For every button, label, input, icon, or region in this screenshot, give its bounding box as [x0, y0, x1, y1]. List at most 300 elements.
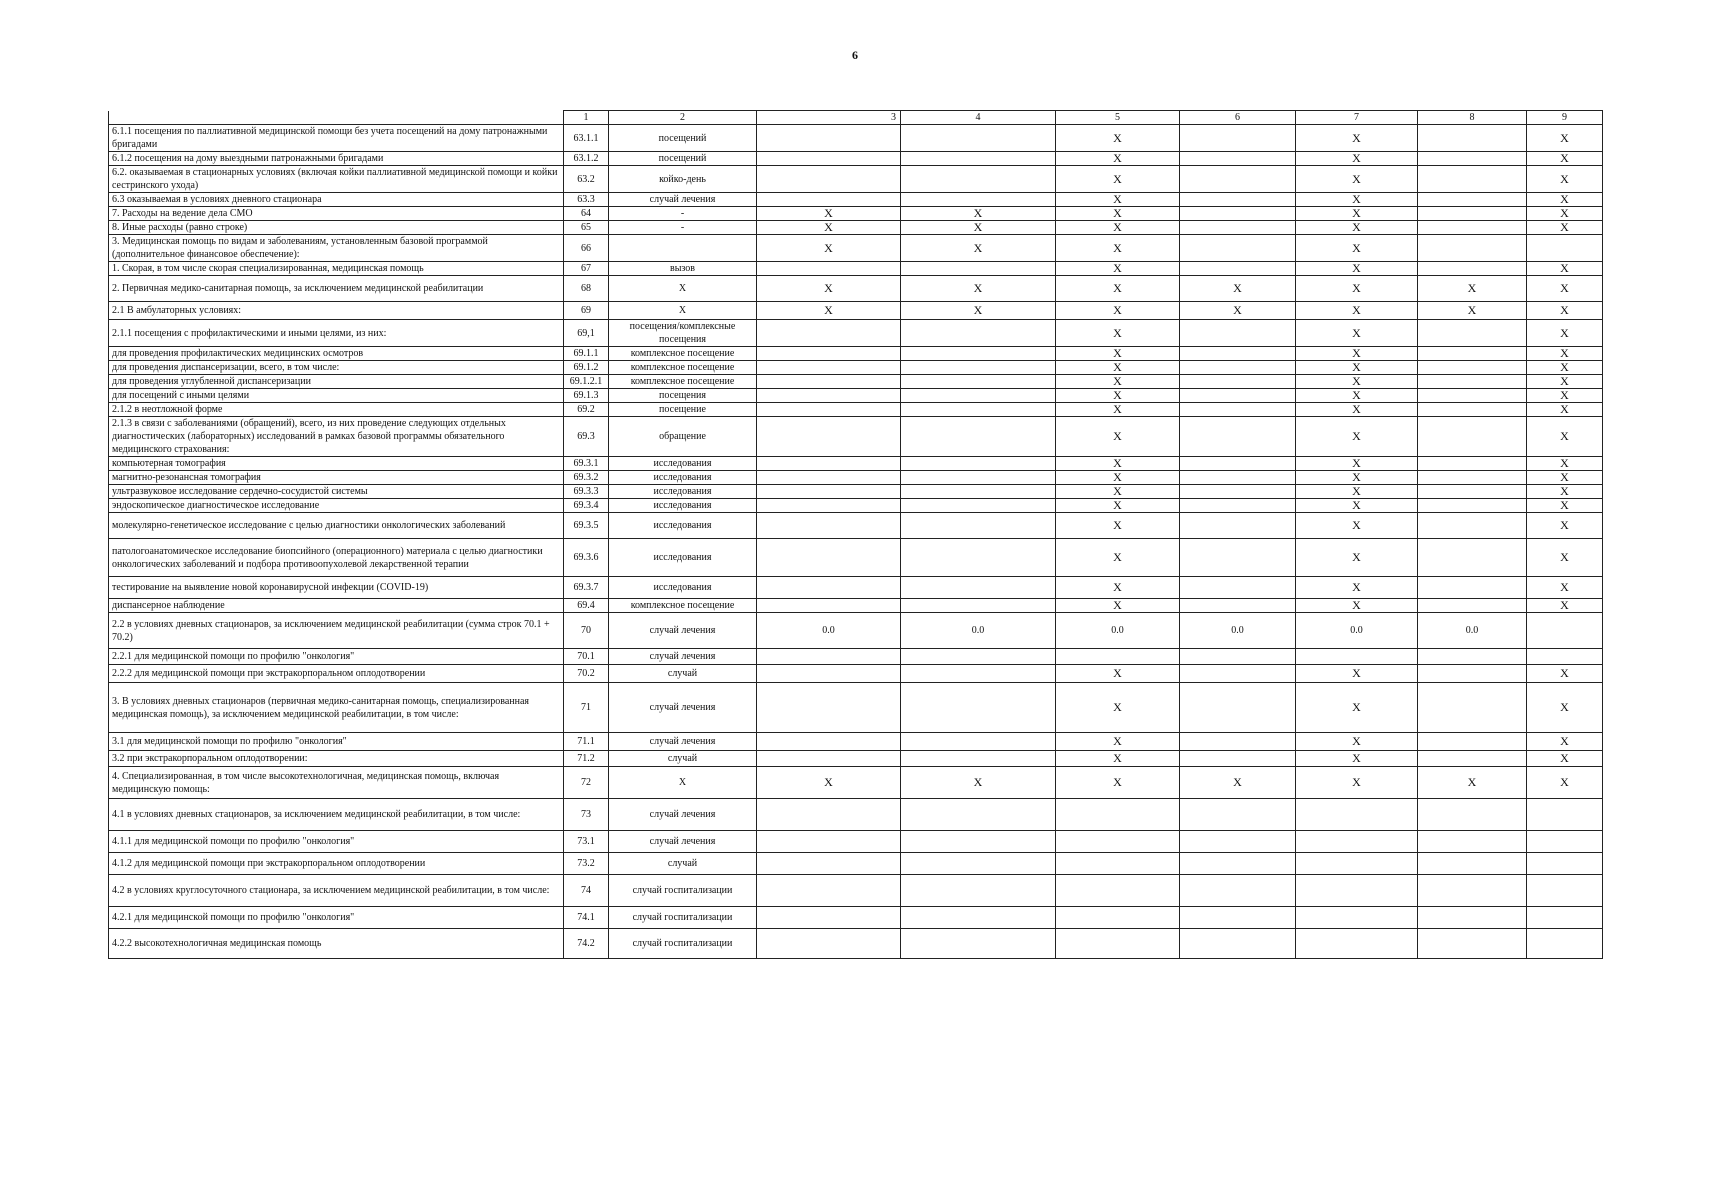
value-cell-col-7 — [1296, 853, 1418, 875]
row-label: магнитно-резонансная томография — [109, 471, 564, 485]
value-cell-col-3: X — [757, 767, 901, 799]
row-code: 69.2 — [564, 403, 609, 417]
value-cell-col-5: X — [1056, 599, 1180, 613]
value-cell-col-4: X — [901, 767, 1056, 799]
value-cell-col-7: 0.0 — [1296, 613, 1418, 649]
table-row — [109, 471, 1603, 485]
row-code: 69.1.3 — [564, 389, 609, 403]
value-cell-col-3 — [757, 649, 901, 665]
value-cell-col-3 — [757, 125, 901, 152]
value-cell-col-6 — [1180, 683, 1296, 733]
row-label: тестирование на выявление новой коронавирусной инфекции (COVID-19) — [109, 577, 564, 599]
value-cell-col-9: X — [1527, 207, 1603, 221]
value-cell-col-8 — [1418, 320, 1527, 347]
header-cell: 1 — [564, 111, 609, 125]
value-cell-col-3 — [757, 875, 901, 907]
value-cell-col-3: X — [757, 221, 901, 235]
row-code: 69.3 — [564, 417, 609, 457]
value-cell-col-9: X — [1527, 152, 1603, 166]
header-cell: 2 — [609, 111, 757, 125]
table-row — [109, 831, 1603, 853]
row-code: 68 — [564, 276, 609, 302]
value-cell-col-4 — [901, 375, 1056, 389]
value-cell-col-9: X — [1527, 403, 1603, 417]
value-cell-col-4: X — [901, 302, 1056, 320]
value-cell-col-9: X — [1527, 276, 1603, 302]
table-row — [109, 665, 1603, 683]
value-cell-col-3 — [757, 403, 901, 417]
value-cell-col-7 — [1296, 875, 1418, 907]
value-cell-col-5: X — [1056, 485, 1180, 499]
value-cell-col-7 — [1296, 929, 1418, 959]
row-unit: комплексное посещение — [609, 347, 757, 361]
value-cell-col-5: X — [1056, 751, 1180, 767]
value-cell-col-8 — [1418, 457, 1527, 471]
value-cell-col-8 — [1418, 831, 1527, 853]
value-cell-col-4 — [901, 262, 1056, 276]
row-label: 6.1.1 посещения по паллиативной медицинской помощи без учета посещений на дому патронажными бригадами — [109, 125, 564, 152]
value-cell-col-3: X — [757, 302, 901, 320]
table-row — [109, 302, 1603, 320]
header-cell — [109, 111, 564, 125]
value-cell-col-8 — [1418, 262, 1527, 276]
row-code: 74 — [564, 875, 609, 907]
value-cell-col-3 — [757, 929, 901, 959]
value-cell-col-9: X — [1527, 577, 1603, 599]
value-cell-col-8 — [1418, 577, 1527, 599]
table-row — [109, 276, 1603, 302]
row-label: 2.2.2 для медицинской помощи при экстракорпоральном оплодотворении — [109, 665, 564, 683]
row-code: 69.4 — [564, 599, 609, 613]
value-cell-col-6 — [1180, 389, 1296, 403]
value-cell-col-4 — [901, 193, 1056, 207]
value-cell-col-4 — [901, 907, 1056, 929]
value-cell-col-4: 0.0 — [901, 613, 1056, 649]
value-cell-col-7: X — [1296, 302, 1418, 320]
value-cell-col-7: X — [1296, 513, 1418, 539]
value-cell-col-4 — [901, 577, 1056, 599]
value-cell-col-8 — [1418, 361, 1527, 375]
row-label: для проведения профилактических медицинских осмотров — [109, 347, 564, 361]
value-cell-col-4 — [901, 513, 1056, 539]
value-cell-col-7: X — [1296, 125, 1418, 152]
value-cell-col-5: X — [1056, 361, 1180, 375]
row-unit: X — [609, 767, 757, 799]
value-cell-col-6 — [1180, 499, 1296, 513]
row-unit: исследования — [609, 485, 757, 499]
value-cell-col-8 — [1418, 539, 1527, 577]
value-cell-col-3 — [757, 166, 901, 193]
value-cell-col-6 — [1180, 665, 1296, 683]
row-label: для проведения углубленной диспансеризации — [109, 375, 564, 389]
value-cell-col-6 — [1180, 207, 1296, 221]
value-cell-col-3 — [757, 485, 901, 499]
value-cell-col-9 — [1527, 799, 1603, 831]
value-cell-col-5 — [1056, 875, 1180, 907]
value-cell-col-4 — [901, 320, 1056, 347]
data-table — [108, 110, 1603, 959]
value-cell-col-8 — [1418, 471, 1527, 485]
value-cell-col-9: X — [1527, 125, 1603, 152]
row-code: 69.1.1 — [564, 347, 609, 361]
header-row — [109, 111, 1603, 125]
value-cell-col-6 — [1180, 152, 1296, 166]
row-code: 70 — [564, 613, 609, 649]
value-cell-col-3 — [757, 799, 901, 831]
value-cell-col-4 — [901, 347, 1056, 361]
value-cell-col-5: X — [1056, 539, 1180, 577]
value-cell-col-8 — [1418, 799, 1527, 831]
value-cell-col-9: X — [1527, 733, 1603, 751]
table-row — [109, 166, 1603, 193]
table-row — [109, 577, 1603, 599]
value-cell-col-4 — [901, 361, 1056, 375]
table-row — [109, 207, 1603, 221]
row-label: 6.3 оказываемая в условиях дневного стационара — [109, 193, 564, 207]
value-cell-col-3 — [757, 577, 901, 599]
table-row — [109, 389, 1603, 403]
row-unit: посещений — [609, 125, 757, 152]
value-cell-col-6 — [1180, 375, 1296, 389]
value-cell-col-5 — [1056, 649, 1180, 665]
value-cell-col-4 — [901, 389, 1056, 403]
table-row — [109, 853, 1603, 875]
table-row — [109, 361, 1603, 375]
value-cell-col-9 — [1527, 235, 1603, 262]
row-label: 2.1.1 посещения с профилактическими и иными целями, из них: — [109, 320, 564, 347]
value-cell-col-8 — [1418, 875, 1527, 907]
value-cell-col-3 — [757, 320, 901, 347]
value-cell-col-5: X — [1056, 193, 1180, 207]
row-label: ультразвуковое исследование сердечно-сосудистой системы — [109, 485, 564, 499]
header-cell: 3 — [757, 111, 901, 125]
value-cell-col-5 — [1056, 831, 1180, 853]
value-cell-col-6 — [1180, 235, 1296, 262]
value-cell-col-5: X — [1056, 767, 1180, 799]
row-code: 69.3.2 — [564, 471, 609, 485]
row-unit: вызов — [609, 262, 757, 276]
value-cell-col-5: X — [1056, 221, 1180, 235]
row-label: для посещений с иными целями — [109, 389, 564, 403]
value-cell-col-7: X — [1296, 457, 1418, 471]
value-cell-col-7: X — [1296, 403, 1418, 417]
value-cell-col-6 — [1180, 577, 1296, 599]
value-cell-col-5: X — [1056, 457, 1180, 471]
row-code: 65 — [564, 221, 609, 235]
value-cell-col-4 — [901, 831, 1056, 853]
value-cell-col-4 — [901, 403, 1056, 417]
value-cell-col-6 — [1180, 193, 1296, 207]
row-label: 4.1 в условиях дневных стационаров, за исключением медицинской реабилитации, в том числе: — [109, 799, 564, 831]
table-row — [109, 683, 1603, 733]
value-cell-col-4 — [901, 649, 1056, 665]
value-cell-col-8 — [1418, 417, 1527, 457]
value-cell-col-8 — [1418, 166, 1527, 193]
value-cell-col-9: X — [1527, 599, 1603, 613]
row-unit: X — [609, 276, 757, 302]
value-cell-col-5: 0.0 — [1056, 613, 1180, 649]
value-cell-col-7: X — [1296, 751, 1418, 767]
table-row — [109, 403, 1603, 417]
table-row — [109, 875, 1603, 907]
value-cell-col-3 — [757, 361, 901, 375]
value-cell-col-6: X — [1180, 767, 1296, 799]
value-cell-col-4 — [901, 599, 1056, 613]
row-code: 74.2 — [564, 929, 609, 959]
value-cell-col-5: X — [1056, 320, 1180, 347]
row-code: 63.2 — [564, 166, 609, 193]
value-cell-col-5: X — [1056, 577, 1180, 599]
row-label: 2. Первичная медико-санитарная помощь, за исключением медицинской реабилитации — [109, 276, 564, 302]
row-code: 71 — [564, 683, 609, 733]
row-unit: - — [609, 207, 757, 221]
value-cell-col-5: X — [1056, 499, 1180, 513]
value-cell-col-3 — [757, 375, 901, 389]
row-code: 69.3.5 — [564, 513, 609, 539]
value-cell-col-6 — [1180, 457, 1296, 471]
value-cell-col-4 — [901, 683, 1056, 733]
value-cell-col-6 — [1180, 403, 1296, 417]
row-code: 69.1.2.1 — [564, 375, 609, 389]
value-cell-col-5: X — [1056, 207, 1180, 221]
value-cell-col-3 — [757, 831, 901, 853]
row-code: 73.2 — [564, 853, 609, 875]
value-cell-col-4 — [901, 539, 1056, 577]
value-cell-col-9: X — [1527, 751, 1603, 767]
value-cell-col-3 — [757, 513, 901, 539]
table-row — [109, 907, 1603, 929]
value-cell-col-9: X — [1527, 513, 1603, 539]
row-unit: X — [609, 302, 757, 320]
value-cell-col-9: X — [1527, 499, 1603, 513]
value-cell-col-8: X — [1418, 302, 1527, 320]
row-label: 8. Иные расходы (равно строке) — [109, 221, 564, 235]
page-number: 6 — [852, 48, 858, 62]
value-cell-col-9 — [1527, 907, 1603, 929]
value-cell-col-5 — [1056, 799, 1180, 831]
row-unit: случай — [609, 665, 757, 683]
value-cell-col-8 — [1418, 665, 1527, 683]
row-label: 2.1.2 в неотложной форме — [109, 403, 564, 417]
row-unit: посещения — [609, 389, 757, 403]
value-cell-col-3 — [757, 733, 901, 751]
row-unit: исследования — [609, 499, 757, 513]
row-code: 70.1 — [564, 649, 609, 665]
table-row — [109, 485, 1603, 499]
value-cell-col-6 — [1180, 485, 1296, 499]
row-code: 70.2 — [564, 665, 609, 683]
row-label: 4.1.2 для медицинской помощи при экстракорпоральном оплодотворении — [109, 853, 564, 875]
value-cell-col-3 — [757, 539, 901, 577]
value-cell-col-8 — [1418, 125, 1527, 152]
value-cell-col-8 — [1418, 193, 1527, 207]
row-label: 1. Скорая, в том числе скорая специализированная, медицинская помощь — [109, 262, 564, 276]
value-cell-col-6 — [1180, 853, 1296, 875]
table-row — [109, 125, 1603, 152]
value-cell-col-7: X — [1296, 471, 1418, 485]
value-cell-col-9: X — [1527, 375, 1603, 389]
row-code: 71.2 — [564, 751, 609, 767]
value-cell-col-5: X — [1056, 276, 1180, 302]
row-code: 71.1 — [564, 733, 609, 751]
value-cell-col-9 — [1527, 929, 1603, 959]
value-cell-col-3: X — [757, 235, 901, 262]
row-unit: комплексное посещение — [609, 361, 757, 375]
value-cell-col-8 — [1418, 649, 1527, 665]
row-code: 66 — [564, 235, 609, 262]
row-unit: случай — [609, 751, 757, 767]
value-cell-col-6 — [1180, 221, 1296, 235]
row-label: 6.1.2 посещения на дому выездными патронажными бригадами — [109, 152, 564, 166]
table-row — [109, 320, 1603, 347]
row-code: 69.1.2 — [564, 361, 609, 375]
value-cell-col-3 — [757, 499, 901, 513]
value-cell-col-3: X — [757, 276, 901, 302]
table-row — [109, 262, 1603, 276]
value-cell-col-6 — [1180, 875, 1296, 907]
row-code: 69.3.3 — [564, 485, 609, 499]
table-row — [109, 235, 1603, 262]
value-cell-col-9: X — [1527, 361, 1603, 375]
value-cell-col-7: X — [1296, 485, 1418, 499]
value-cell-col-5: X — [1056, 152, 1180, 166]
value-cell-col-7: X — [1296, 417, 1418, 457]
value-cell-col-7: X — [1296, 375, 1418, 389]
value-cell-col-8 — [1418, 389, 1527, 403]
row-code: 63.3 — [564, 193, 609, 207]
value-cell-col-7: X — [1296, 361, 1418, 375]
value-cell-col-5: X — [1056, 235, 1180, 262]
value-cell-col-4: X — [901, 235, 1056, 262]
row-label: 4.2.2 высокотехнологичная медицинская помощь — [109, 929, 564, 959]
value-cell-col-4 — [901, 485, 1056, 499]
value-cell-col-8: X — [1418, 767, 1527, 799]
row-unit: обращение — [609, 417, 757, 457]
row-unit: исследования — [609, 471, 757, 485]
value-cell-col-9: X — [1527, 320, 1603, 347]
value-cell-col-9: X — [1527, 389, 1603, 403]
row-unit: койко-день — [609, 166, 757, 193]
value-cell-col-6 — [1180, 599, 1296, 613]
header-cell: 8 — [1418, 111, 1527, 125]
row-code: 63.1.1 — [564, 125, 609, 152]
row-unit: случай лечения — [609, 193, 757, 207]
value-cell-col-6 — [1180, 166, 1296, 193]
value-cell-col-9 — [1527, 831, 1603, 853]
value-cell-col-6 — [1180, 799, 1296, 831]
value-cell-col-4 — [901, 751, 1056, 767]
value-cell-col-6 — [1180, 929, 1296, 959]
row-unit — [609, 235, 757, 262]
value-cell-col-7 — [1296, 907, 1418, 929]
value-cell-col-4 — [901, 499, 1056, 513]
row-unit: комплексное посещение — [609, 599, 757, 613]
row-unit: случай госпитализации — [609, 875, 757, 907]
table-row — [109, 347, 1603, 361]
row-unit: - — [609, 221, 757, 235]
row-label: патологоанатомическое исследование биопсийного (операционного) материала с целью диагностики онкологических заболеваний и подбора противоопухолевой лекарственной терапии — [109, 539, 564, 577]
value-cell-col-3 — [757, 599, 901, 613]
value-cell-col-9: X — [1527, 539, 1603, 577]
row-unit: случай госпитализации — [609, 907, 757, 929]
value-cell-col-9: X — [1527, 262, 1603, 276]
value-cell-col-9: X — [1527, 665, 1603, 683]
value-cell-col-3 — [757, 471, 901, 485]
value-cell-col-7 — [1296, 649, 1418, 665]
value-cell-col-8: 0.0 — [1418, 613, 1527, 649]
value-cell-col-6 — [1180, 361, 1296, 375]
value-cell-col-6 — [1180, 539, 1296, 577]
row-label: 2.2 в условиях дневных стационаров, за исключением медицинской реабилитации (сумма строк 70.1 + 70.2) — [109, 613, 564, 649]
value-cell-col-5: X — [1056, 166, 1180, 193]
value-cell-col-6: 0.0 — [1180, 613, 1296, 649]
row-unit: случай лечения — [609, 613, 757, 649]
table-row — [109, 539, 1603, 577]
row-label: 7. Расходы на ведение дела СМО — [109, 207, 564, 221]
row-unit: исследования — [609, 539, 757, 577]
value-cell-col-8 — [1418, 513, 1527, 539]
row-unit: комплексное посещение — [609, 375, 757, 389]
row-label: 2.2.1 для медицинской помощи по профилю "онкология" — [109, 649, 564, 665]
value-cell-col-7 — [1296, 831, 1418, 853]
row-label: 3. В условиях дневных стационаров (первичная медико-санитарная помощь, специализированная медицинская помощь), за исключением медицинской реабилитации, в том числе: — [109, 683, 564, 733]
value-cell-col-9: X — [1527, 166, 1603, 193]
table-row — [109, 375, 1603, 389]
row-unit: посещение — [609, 403, 757, 417]
value-cell-col-5 — [1056, 907, 1180, 929]
value-cell-col-8 — [1418, 929, 1527, 959]
value-cell-col-6: X — [1180, 276, 1296, 302]
row-unit: посещений — [609, 152, 757, 166]
row-unit: случай лечения — [609, 831, 757, 853]
table-row — [109, 929, 1603, 959]
row-code: 64 — [564, 207, 609, 221]
value-cell-col-8 — [1418, 599, 1527, 613]
row-label: 4. Специализированная, в том числе высокотехнологичная, медицинская помощь, включая медицинскую помощь: — [109, 767, 564, 799]
value-cell-col-6 — [1180, 733, 1296, 751]
table-row — [109, 221, 1603, 235]
value-cell-col-5: X — [1056, 665, 1180, 683]
value-cell-col-8 — [1418, 853, 1527, 875]
row-code: 69.3.1 — [564, 457, 609, 471]
value-cell-col-9: X — [1527, 302, 1603, 320]
value-cell-col-8 — [1418, 347, 1527, 361]
value-cell-col-8: X — [1418, 276, 1527, 302]
row-label: 3.2 при экстракорпоральном оплодотворении: — [109, 751, 564, 767]
row-code: 69.3.7 — [564, 577, 609, 599]
value-cell-col-5: X — [1056, 513, 1180, 539]
value-cell-col-4 — [901, 457, 1056, 471]
value-cell-col-8 — [1418, 403, 1527, 417]
table-row — [109, 613, 1603, 649]
value-cell-col-7: X — [1296, 599, 1418, 613]
row-label: 4.2 в условиях круглосуточного стационара, за исключением медицинской реабилитации, в том числе: — [109, 875, 564, 907]
value-cell-col-4 — [901, 152, 1056, 166]
value-cell-col-9: X — [1527, 683, 1603, 733]
row-label: 3. Медицинская помощь по видам и заболеваниям, установленным базовой программой (дополнительное финансовое обеспечение): — [109, 235, 564, 262]
row-unit: исследования — [609, 513, 757, 539]
value-cell-col-7: X — [1296, 683, 1418, 733]
value-cell-col-4 — [901, 875, 1056, 907]
value-cell-col-7: X — [1296, 733, 1418, 751]
value-cell-col-8 — [1418, 683, 1527, 733]
value-cell-col-3 — [757, 751, 901, 767]
value-cell-col-5: X — [1056, 302, 1180, 320]
row-label: 4.1.1 для медицинской помощи по профилю "онкология" — [109, 831, 564, 853]
value-cell-col-4 — [901, 733, 1056, 751]
value-cell-col-9: X — [1527, 193, 1603, 207]
row-code: 74.1 — [564, 907, 609, 929]
